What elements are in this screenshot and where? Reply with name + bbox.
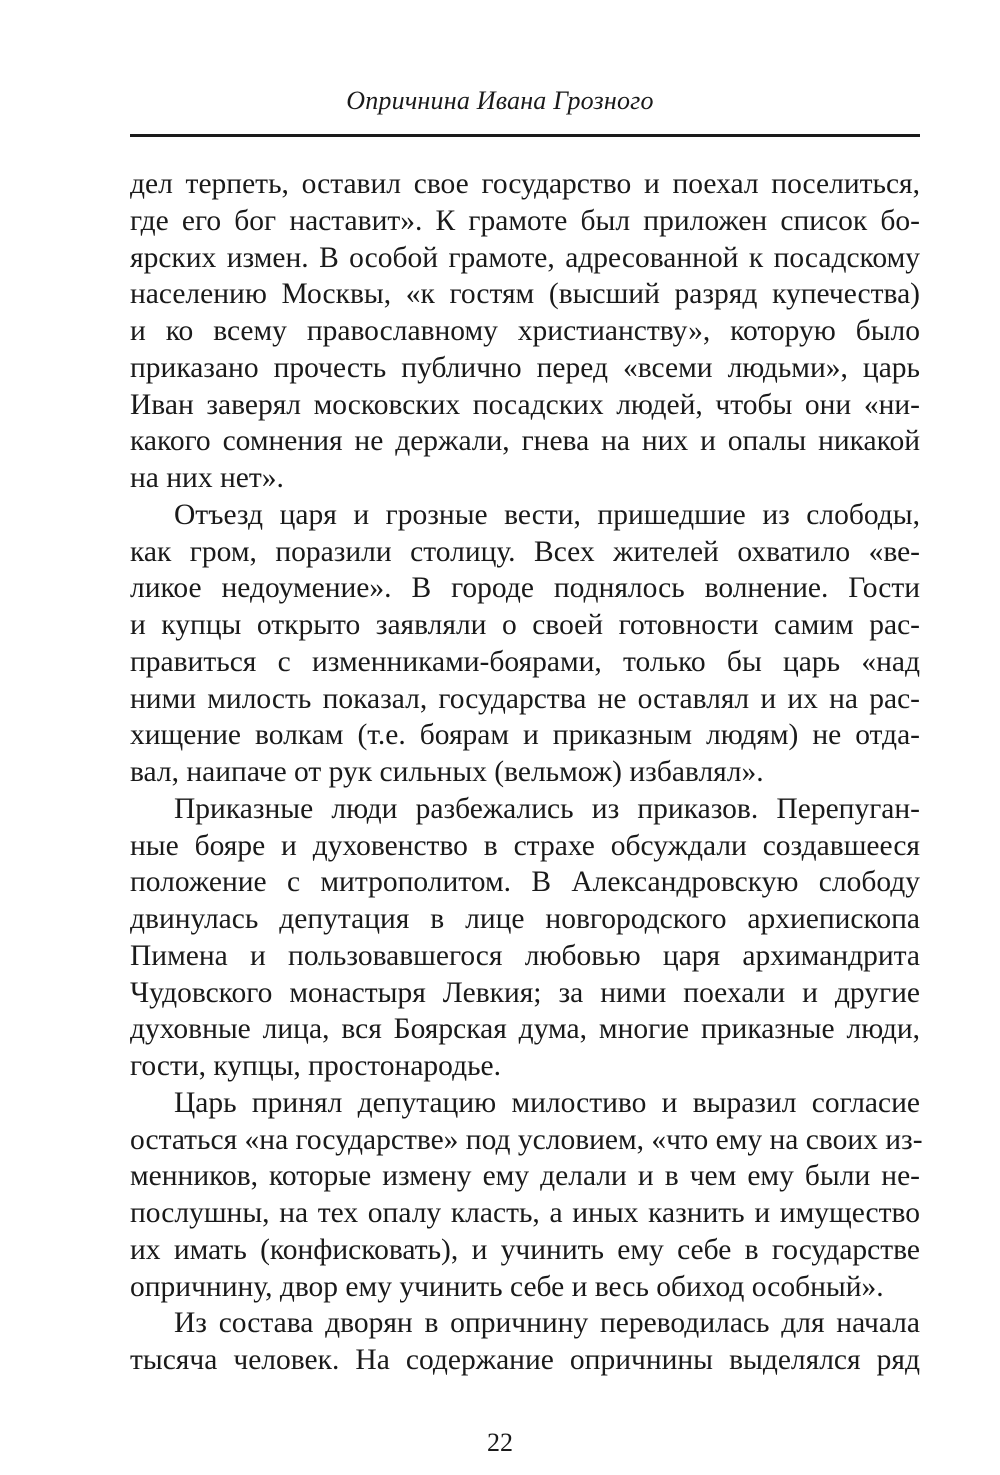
text-line: где его бог наставит». К грамоте был приложен список бо- <box>130 204 920 237</box>
paragraph-3 <box>130 791 920 1085</box>
page-number: 22 <box>487 1428 513 1457</box>
text-line: Иван заверял московских посадских людей, чтобы они «ни- <box>130 388 920 421</box>
text-line: населению Москвы, «к гостям (высший разряд купечества) <box>130 278 920 311</box>
text-line: и ко всему православному христианству», которую было <box>130 315 920 347</box>
text-line: гости, купцы, простонародье. <box>130 1050 502 1082</box>
text-line: как гром, поразили столицу. Всех жителей охватило «ве- <box>130 535 920 568</box>
running-header: Опричнина Ивана Грозного <box>346 86 654 115</box>
text-line: их имать (конфисковать), и учинить ему себе в государстве <box>130 1233 920 1266</box>
text-line: Приказные люди разбежались из приказов. Перепуган- <box>174 792 920 825</box>
text-line: положение с митрополитом. В Александровскую слободу <box>130 866 920 899</box>
text-line: двинулась депутация в лице новгородского архиепископа <box>130 903 920 935</box>
text-line: ликое недоумение». В городе поднялось волнение. Гости <box>130 572 920 605</box>
text-line: менников, которые измену ему делали и в чем ему были не- <box>130 1160 920 1193</box>
text-line: хищение волкам (т.е. боярам и приказным людям) не отда- <box>130 719 920 752</box>
paragraph-2 <box>130 497 920 791</box>
text-line: какого сомнения не держали, гнева на них и опалы никакой <box>130 425 920 458</box>
text-line: вал, наипаче от рук сильных (вельмож) избавлял». <box>130 756 764 788</box>
body-text <box>130 166 923 1379</box>
text-line: и купцы открыто заявляли о своей готовности самим рас- <box>130 609 920 641</box>
text-line: остаться «на государстве» под условием, «что ему на своих из- <box>130 1123 923 1156</box>
text-line: опричнину, двор ему учинить себе и весь обиход особный». <box>130 1270 884 1303</box>
text-line: духовные лица, вся Боярская дума, многие приказные люди, <box>130 1013 920 1046</box>
text-line: ные бояре и духовенство в страхе обсуждали создавшееся <box>130 829 920 862</box>
text-line: Отъезд царя и грозные вести, пришедшие из слободы, <box>174 498 920 531</box>
text-line: ними милость показал, государства не оставлял и их на рас- <box>130 682 920 715</box>
text-line: дел терпеть, оставил свое государство и поехал поселиться, <box>130 168 920 200</box>
text-line: Царь принял депутацию милостиво и выразил согласие <box>174 1086 920 1119</box>
paragraph-4 <box>130 1085 923 1306</box>
text-line: приказано прочесть публично перед «всеми людьми», царь <box>130 351 920 384</box>
paragraph-1 <box>130 166 920 497</box>
text-line: Чудовского монастыря Левкия; за ними поехали и другие <box>130 976 920 1009</box>
text-line: ярских измен. В особой грамоте, адресованной к посадскому <box>130 241 920 274</box>
text-line: послушны, на тех опалу класть, а иных казнить и имущество <box>130 1197 920 1229</box>
paragraph-5 <box>130 1305 920 1379</box>
text-line: правиться с изменниками-боярами, только бы царь «над <box>130 645 920 678</box>
text-line: тысяча человек. На содержание опричнины выделялся ряд <box>130 1344 920 1376</box>
text-line: Пимена и пользовавшегося любовью царя архимандрита <box>130 939 920 972</box>
header-rule <box>130 134 920 137</box>
text-line: Из состава дворян в опричнину переводилась для начала <box>174 1307 920 1340</box>
text-line: на них нет». <box>130 462 284 494</box>
